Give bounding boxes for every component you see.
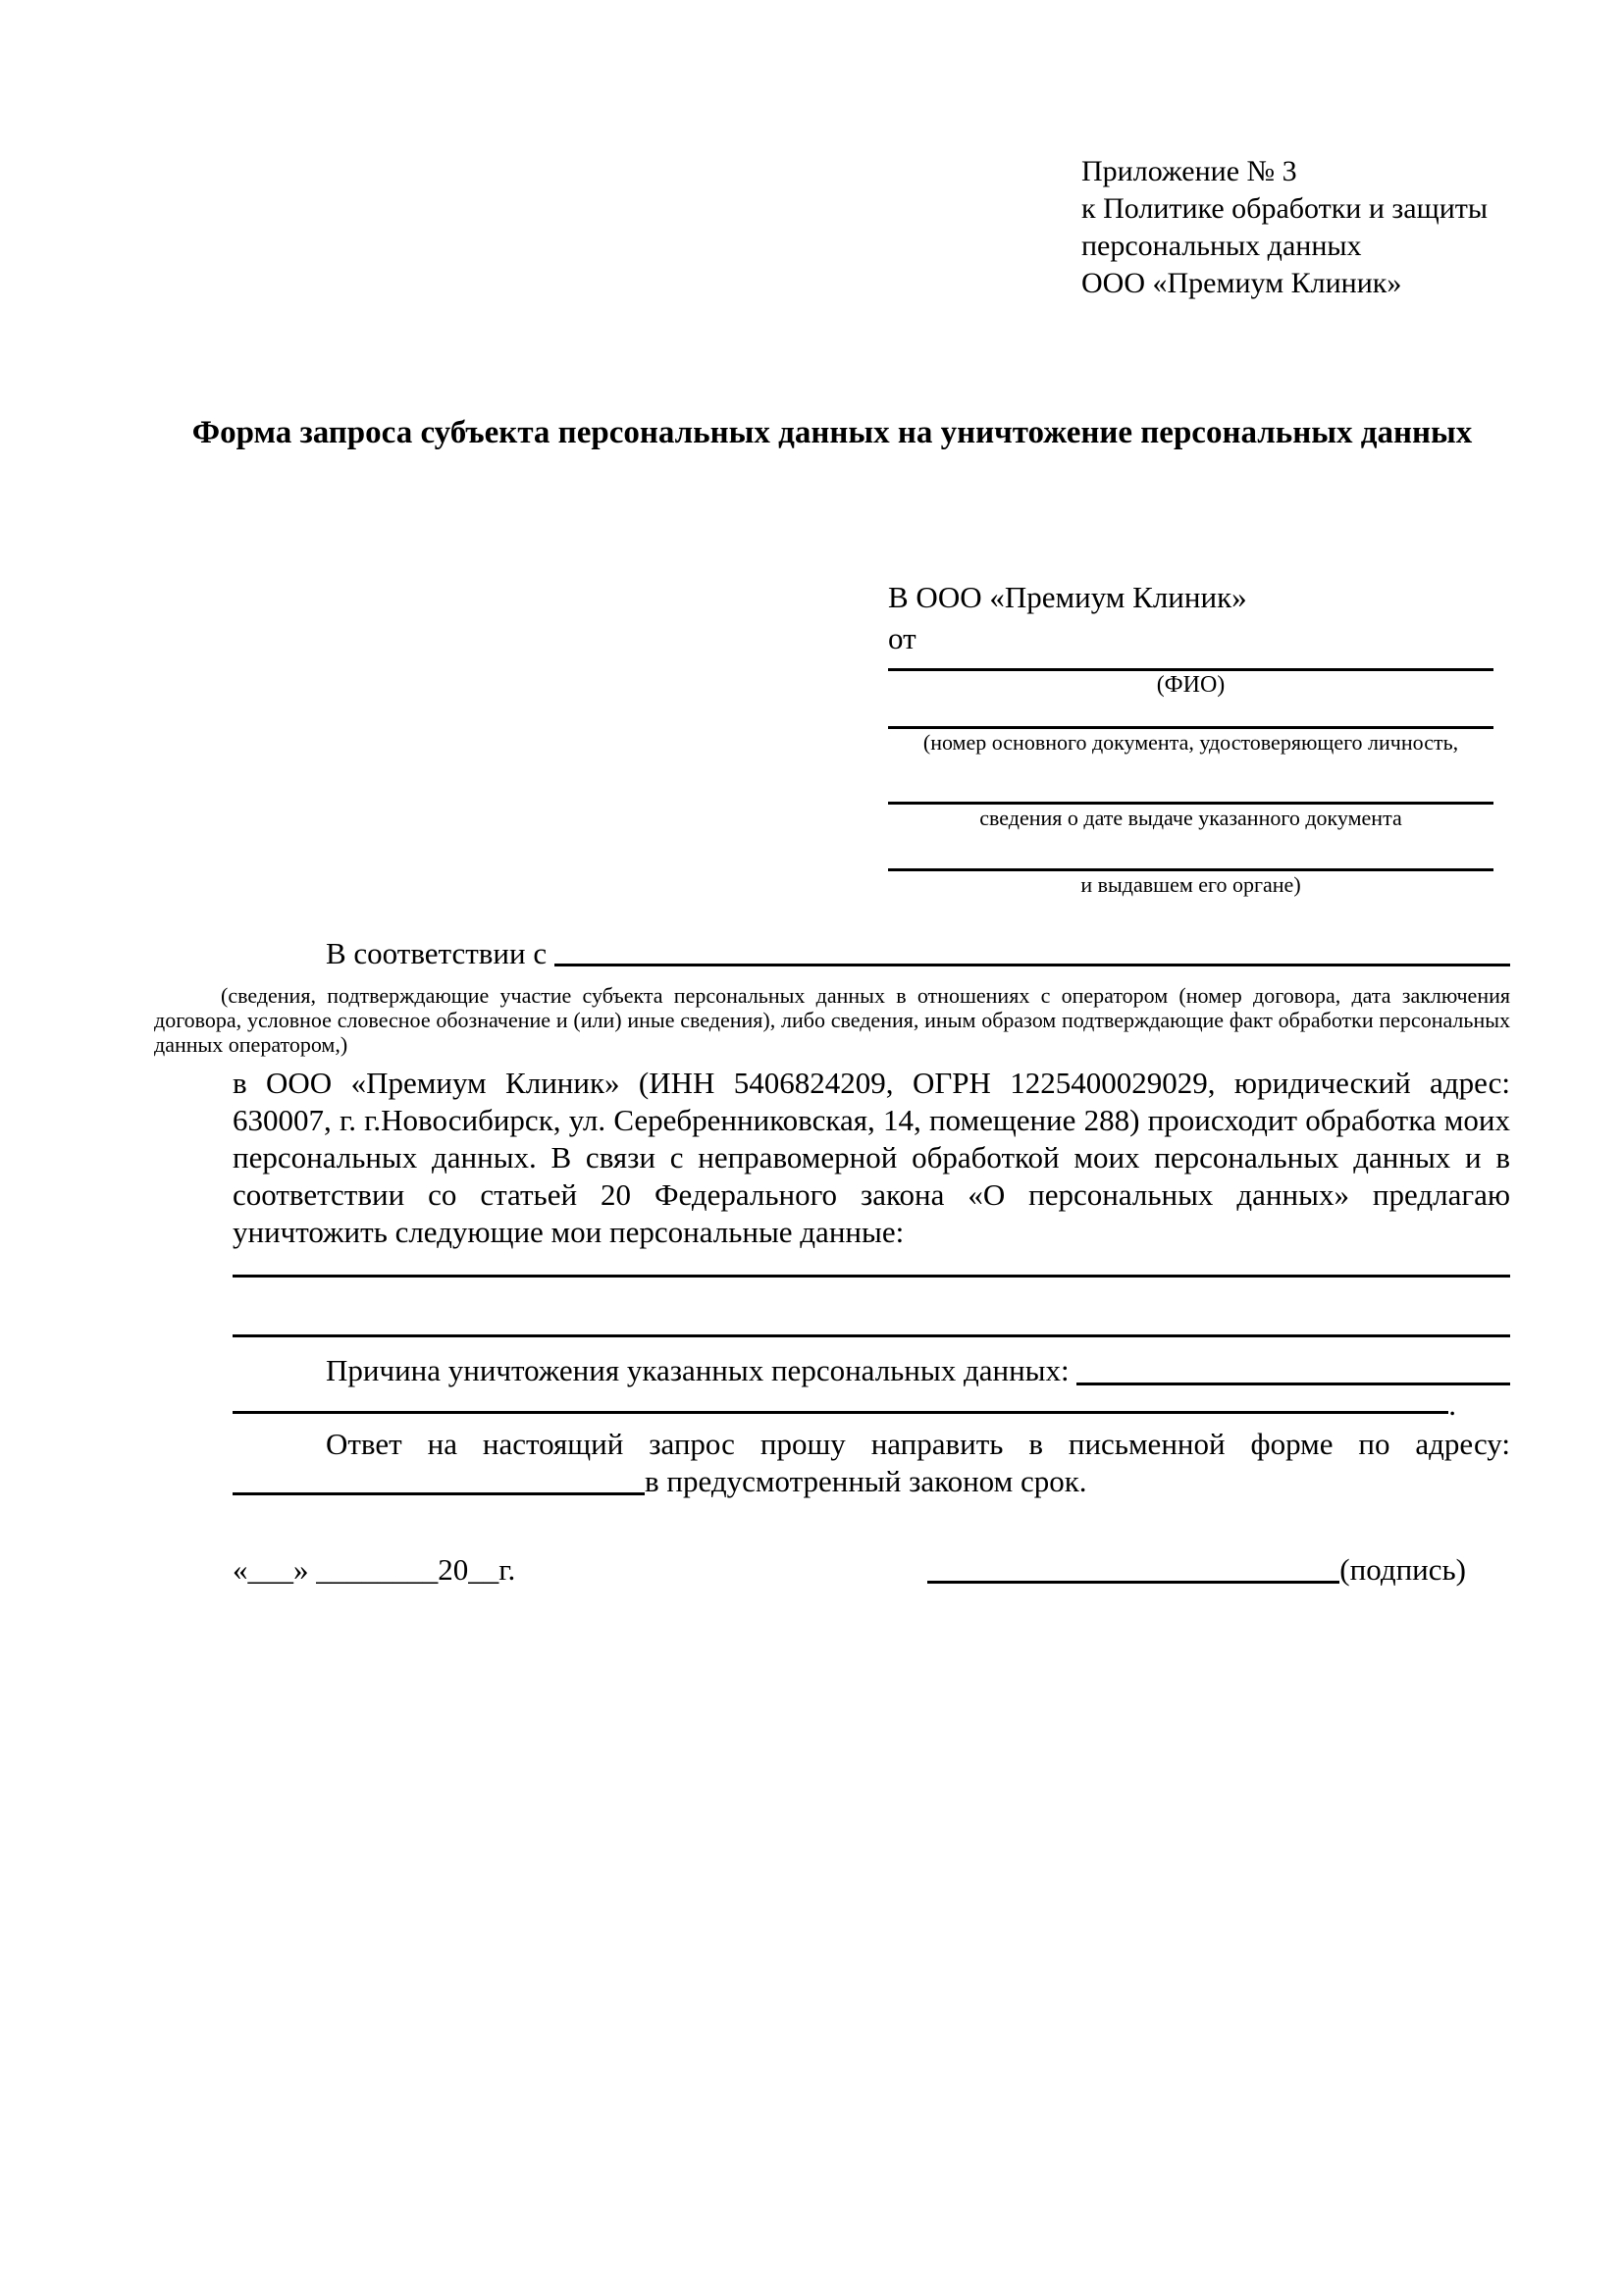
header-note xyxy=(1081,153,1488,302)
recipient-block xyxy=(888,577,1493,899)
address-row xyxy=(233,1463,1510,1500)
reason-period: . xyxy=(1448,1387,1456,1422)
doc-issue-date-caption: сведения о дате выдаче указанного документа xyxy=(979,806,1402,830)
recipient-from-label: от xyxy=(888,621,916,655)
reason-label: Причина уничтожения указанных персональных данных: xyxy=(326,1353,1077,1387)
according-label: В соответствии с xyxy=(326,936,554,970)
form-title: Форма запроса субъекта персональных данных на уничтожение персональных данных xyxy=(191,415,1473,450)
according-row xyxy=(233,934,1510,973)
header-note-line-2: к Политике обработки и защиты xyxy=(1081,192,1489,225)
address-blank-line xyxy=(233,1492,645,1495)
doc-number-caption: (номер основного документа, удостоверяющего личность, xyxy=(922,730,1459,755)
main-paragraph: в ООО «Премиум Клиник» (ИНН 5406824209, ОГРН 1225400029029, юридический адрес: 630007, г. г.Новосибирск, ул. Серебренниковская, 14, помещение 288) происходит обработка моих персональных данных. В связи с неправомерной обработкой моих персональных данных и в соответствии со статьей 20 Федерального закона «О персональных данных» предлагаю уничтожить следующие мои персональные данные: xyxy=(233,1066,1510,1249)
response-paragraph: Ответ на настоящий запрос прошу направить в письменной форме по адресу: xyxy=(326,1427,1510,1461)
reason-row xyxy=(233,1349,1510,1392)
response-suffix: в предусмотренный законом срок. xyxy=(645,1464,1087,1498)
signature-caption: (подпись) xyxy=(1339,1552,1466,1587)
according-blank-line xyxy=(554,964,1510,966)
header-note-line-4: ООО «Премиум Клиник» xyxy=(1081,267,1402,299)
date-signature-row xyxy=(233,1549,1510,1591)
small-print-note: (сведения, подтверждающие участие субъекта персональных данных в отношениях с оператором (номер договора, дата заключения договора, условное словесное обозначение и (или) иные сведения), либо сведения, иным образом подтверждающие факт обработки персональных данных оператором,) xyxy=(154,983,1510,1057)
header-note-line-3: персональных данных xyxy=(1081,230,1362,262)
personal-data-blank-line-1 xyxy=(233,1251,1510,1278)
header-note-line-1: Приложение № 3 xyxy=(1081,155,1297,187)
doc-issuer-caption: и выдавшем его органе) xyxy=(1080,872,1301,897)
recipient-to: В ООО «Премиум Клиник» xyxy=(888,580,1247,614)
body-section xyxy=(154,934,1510,1591)
signature-group xyxy=(927,1549,1466,1591)
personal-data-blank-line-2 xyxy=(233,1278,1510,1337)
reason-continuation-row xyxy=(233,1387,1510,1422)
fio-blank-line xyxy=(888,659,1493,671)
date-field: «___» ________20__г. xyxy=(233,1552,516,1587)
reason-blank-line xyxy=(1076,1383,1510,1385)
signature-blank-line xyxy=(927,1581,1339,1584)
reason-blank-line-2 xyxy=(233,1411,1448,1414)
doc-issuer-blank-line xyxy=(888,832,1493,871)
doc-number-blank-line xyxy=(888,699,1493,729)
doc-issue-date-blank-line xyxy=(888,757,1493,805)
fio-caption: (ФИО) xyxy=(1156,672,1226,698)
